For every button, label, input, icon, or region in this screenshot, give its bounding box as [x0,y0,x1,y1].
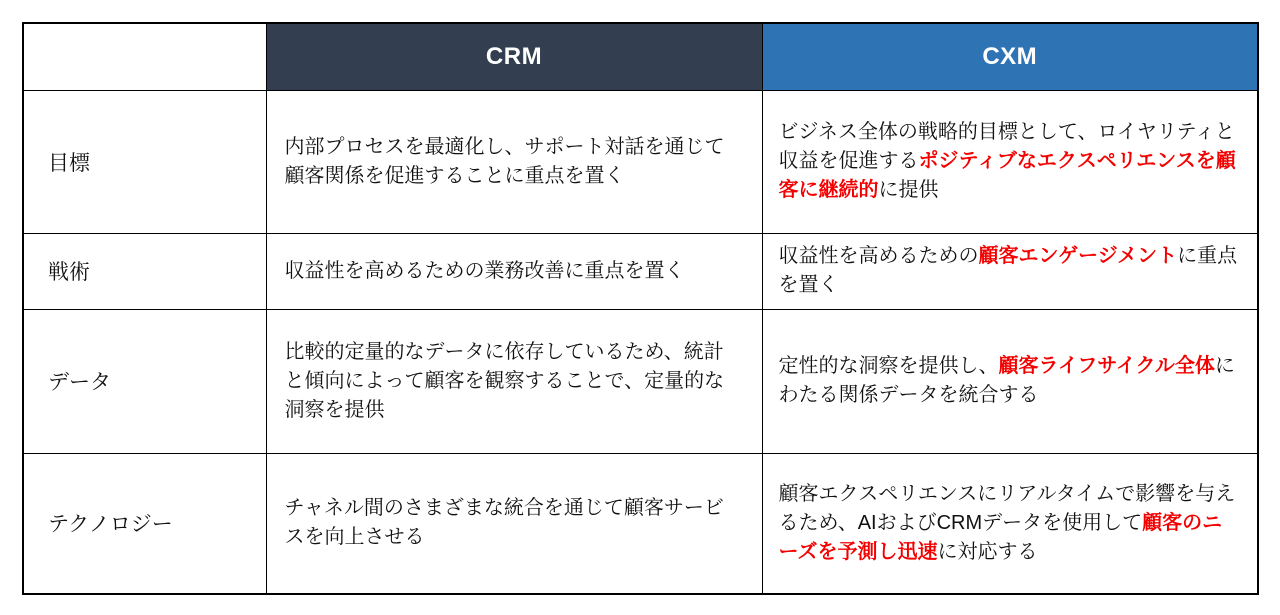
cxm-technology-text: 顧客エクスペリエンスにリアルタイムで影響を与えるため、AIおよびCRMデータを使用して [778,482,1236,534]
feature-label-technology: テクノロジー [23,453,266,594]
table-row-technology [23,453,1258,594]
table-row-tactic [23,233,1258,309]
cxm-goal-text: ビジネス全体の戦略的目標として、ロイヤリティと収益を促進する [778,121,1235,172]
table-header-row [23,23,1258,90]
crm-cell-tactic: 収益性を高めるための業務改善に重点を置く [266,233,762,309]
cxm-tactic-highlight: 顧客エンゲージメント [978,245,1178,267]
feature-label-goal: 目標 [23,90,266,233]
cxm-technology-highlight: 顧客のニーズを予測し迅速 [778,511,1223,563]
cxm-data-text-end: にわたる関係データを統合する [778,355,1235,406]
crm-cell-goal: 内部プロセスを最適化し、サポート対話を通じて顧客関係を促進することに重点を置く [266,90,762,233]
corner-cell [23,23,266,90]
cxm-goal-highlight: ポジティブなエクスペリエンスを顧客に継続的 [778,150,1236,201]
cxm-cell-tactic [762,233,1258,309]
crm-cell-technology: チャネル間のさまざまな統合を通じて顧客サービスを向上させる [266,453,762,594]
cxm-cell-goal [762,90,1258,233]
crm-column-header: CRM [266,23,762,90]
cxm-technology-text-end: に対応する [937,540,1038,563]
cxm-cell-data [762,309,1258,453]
table-row-goal [23,90,1258,233]
cxm-column-header: CXM [762,23,1258,90]
cxm-goal-text-end: に提供 [878,179,939,201]
cxm-tactic-text-end: に重点を置く [778,245,1238,296]
cxm-data-text: 定性的な洞察を提供し、 [778,355,999,377]
crm-cell-data: 比較的定量的なデータに依存しているため、統計と傾向によって顧客を観察することで、定量的な洞察を提供 [266,309,762,453]
feature-label-tactic: 戦術 [23,233,266,309]
cxm-data-highlight: 顧客ライフサイクル全体 [998,355,1215,377]
crm-cxm-comparison-table [22,22,1259,595]
cxm-cell-technology [762,453,1258,594]
feature-label-data: データ [23,309,266,453]
cxm-tactic-text: 収益性を高めるための [778,245,979,267]
table-row-data [23,309,1258,453]
